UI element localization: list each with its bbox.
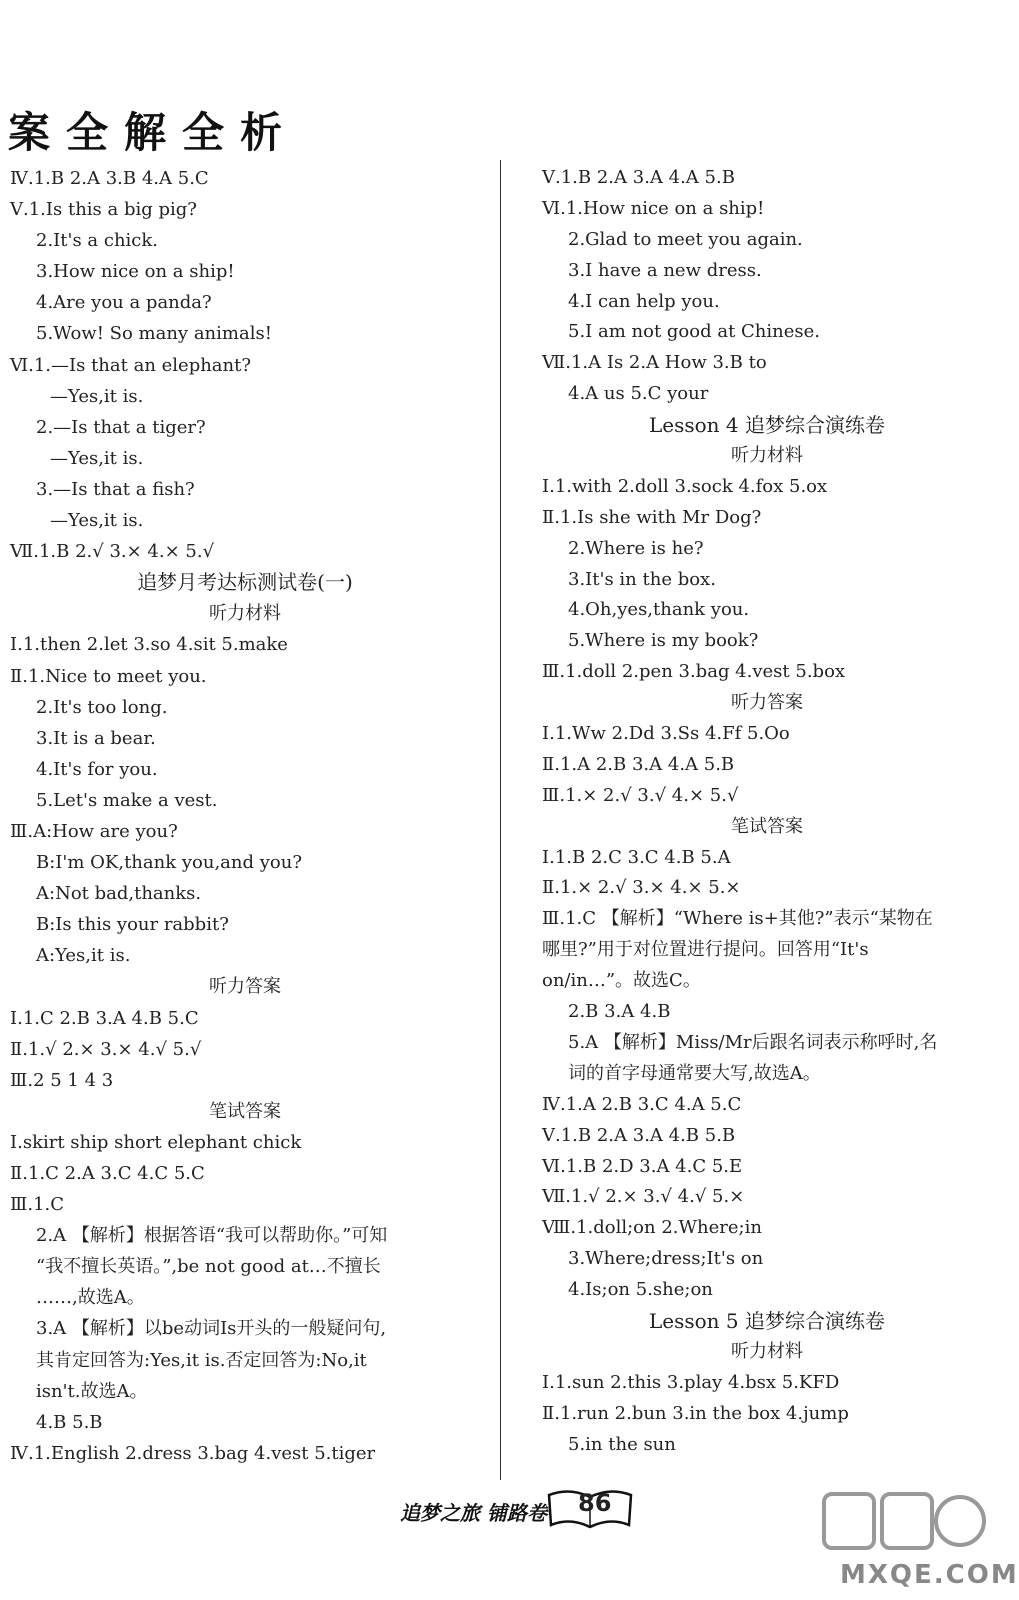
answer-line: 2.Glad to meet you again.: [568, 228, 803, 250]
answer-line: 4.Are you a panda?: [36, 292, 212, 314]
answer-line: 3.How nice on a ship!: [36, 261, 235, 283]
answer-line: Ⅶ.1.√ 2.× 3.√ 4.√ 5.×: [542, 1186, 745, 1208]
answer-line: 5.Wow! So many animals!: [36, 323, 272, 345]
answer-line: 其肯定回答为:Yes,it is.否定回答为:No,it: [36, 1349, 367, 1371]
answer-line: Ⅱ.1.Nice to meet you.: [10, 665, 207, 687]
answer-line: Ⅲ.2 5 1 4 3: [10, 1069, 114, 1091]
answer-line: Ⅰ.skirt ship short elephant chick: [10, 1131, 302, 1153]
answer-line: 2.B 3.A 4.B: [568, 1001, 671, 1023]
answer-line: Ⅳ.1.English 2.dress 3.bag 4.vest 5.tiger: [10, 1442, 376, 1464]
answer-line: 3.It's in the box.: [568, 568, 716, 590]
answer-line: A:Yes,it is.: [36, 945, 131, 967]
answer-line: 2.Where is he?: [568, 537, 704, 559]
answer-line: Ⅱ.1.A 2.B 3.A 4.A 5.B: [542, 753, 735, 775]
answer-line: 5.A 【解析】Miss/Mr后跟名词表示称呼时,名: [568, 1031, 938, 1053]
answer-line: 哪里?”用于对位置进行提问。回答用“It's: [542, 939, 869, 961]
answer-line: 3.It is a bear.: [36, 727, 156, 749]
answer-line: Ⅱ.1.√ 2.× 3.× 4.√ 5.√: [10, 1038, 202, 1060]
answer-line: 4.Is;on 5.she;on: [568, 1279, 713, 1301]
watermark-text: MXQE.COM: [840, 1560, 1019, 1590]
answer-line: Ⅱ.1.× 2.√ 3.× 4.× 5.×: [542, 877, 741, 899]
answer-line: 5.I am not good at Chinese.: [568, 321, 821, 343]
answer-line: 4.B 5.B: [36, 1411, 103, 1433]
section-title: Lesson 4 追梦综合演练卷: [648, 413, 885, 438]
answer-line: isn't.故选A。: [36, 1380, 148, 1402]
answer-line: Ⅰ.1.with 2.doll 3.sock 4.fox 5.ox: [542, 475, 828, 497]
section-subtitle: 听力答案: [209, 976, 281, 998]
page-title: 案全解全析: [8, 108, 299, 157]
answer-line: ……,故选A。: [36, 1287, 145, 1309]
answer-line: A:Not bad,thanks.: [36, 883, 202, 905]
section-subtitle: 听力材料: [731, 1340, 803, 1362]
answer-line: 4.Oh,yes,thank you.: [568, 599, 750, 621]
answer-line: Ⅰ.1.Ww 2.Dd 3.Ss 4.Ff 5.Oo: [542, 723, 790, 745]
answer-line: 3.Where;dress;It's on: [568, 1248, 764, 1270]
answer-line: Ⅷ.1.doll;on 2.Where;in: [542, 1217, 762, 1239]
answer-line: Ⅰ.1.C 2.B 3.A 4.B 5.C: [10, 1007, 199, 1029]
page-number: 86: [578, 1489, 612, 1517]
answer-line: 2.It's too long.: [36, 696, 168, 718]
answer-line: Ⅰ.1.B 2.C 3.C 4.B 5.A: [542, 846, 731, 868]
section-subtitle: 笔试答案: [731, 815, 803, 837]
answer-line: —Yes,it is.: [50, 447, 144, 469]
answer-line: 5.in the sun: [568, 1433, 676, 1455]
answer-line: “我不擅长英语。”,be not good at…不擅长: [36, 1256, 381, 1278]
answer-line: 5.Let's make a vest.: [36, 789, 218, 811]
answer-line: Ⅱ.1.run 2.bun 3.in the box 4.jump: [542, 1402, 849, 1424]
answer-line: Ⅶ.1.A Is 2.A How 3.B to: [542, 352, 767, 374]
answer-line: 4.It's for you.: [36, 758, 158, 780]
section-subtitle: 听力答案: [731, 692, 803, 714]
answer-line: 3.—Is that a fish?: [36, 478, 195, 500]
answer-line: Ⅴ.1.B 2.A 3.A 4.B 5.B: [542, 1124, 736, 1146]
section-subtitle: 听力材料: [731, 445, 803, 467]
section-title: Lesson 5 追梦综合演练卷: [648, 1308, 885, 1333]
right-column: [542, 163, 992, 1460]
answer-line: B:Is this your rabbit?: [36, 914, 229, 936]
answer-line: Ⅲ.1.doll 2.pen 3.bag 4.vest 5.box: [542, 661, 846, 683]
answer-line: Ⅴ.1.B 2.A 3.A 4.A 5.B: [542, 167, 735, 188]
answer-line: Ⅰ.1.sun 2.this 3.play 4.bsx 5.KFD: [542, 1371, 840, 1393]
answer-line: 3.A 【解析】以be动词Is开头的一般疑问句,: [36, 1318, 387, 1340]
section-subtitle: 笔试答案: [209, 1100, 281, 1122]
answer-line: Ⅶ.1.B 2.√ 3.× 4.× 5.√: [10, 541, 215, 563]
column-divider: [500, 160, 501, 1480]
answer-line: Ⅲ.A:How are you?: [10, 820, 178, 842]
answer-line: 2.It's a chick.: [36, 230, 159, 252]
answer-line: Ⅵ.1.—Is that an elephant?: [10, 354, 252, 376]
answer-line: Ⅱ.1.Is she with Mr Dog?: [542, 506, 762, 528]
answer-line: 2.A 【解析】根据答语“我可以帮助你。”可知: [36, 1225, 388, 1247]
answer-line: —Yes,it is.: [50, 510, 144, 532]
section-title: 追梦月考达标测试卷(一): [137, 570, 353, 595]
answer-line: Ⅲ.1.C 【解析】“Where is+其他?”表示“某物在: [542, 908, 933, 930]
answer-line: 4.A us 5.C your: [568, 383, 709, 405]
answer-line: Ⅰ.1.then 2.let 3.so 4.sit 5.make: [10, 634, 288, 656]
answer-line: 2.—Is that a tiger?: [36, 416, 206, 438]
answer-line: Ⅵ.1.How nice on a ship!: [542, 197, 765, 219]
answer-line: Ⅳ.1.B 2.A 3.B 4.A 5.C: [10, 168, 209, 189]
answer-line: 5.Where is my book?: [568, 630, 759, 652]
answer-line: 词的首字母通常要大写,故选A。: [568, 1062, 821, 1084]
answer-line: B:I'm OK,thank you,and you?: [36, 852, 302, 874]
section-subtitle: 听力材料: [209, 603, 281, 625]
answer-line: Ⅲ.1.C: [10, 1194, 65, 1216]
left-column: [10, 163, 480, 1469]
answer-line: Ⅴ.1.Is this a big pig?: [10, 199, 197, 221]
answer-line: Ⅱ.1.C 2.A 3.C 4.C 5.C: [10, 1163, 205, 1184]
answer-line: 3.I have a new dress.: [568, 259, 762, 281]
brand-logo: 追梦之旅 铺路卷: [400, 1501, 547, 1525]
answer-line: on/in…”。故选C。: [542, 970, 701, 992]
answer-line: Ⅲ.1.× 2.√ 3.√ 4.× 5.√: [542, 784, 739, 806]
answer-line: —Yes,it is.: [50, 385, 144, 407]
answer-line: Ⅳ.1.A 2.B 3.C 4.A 5.C: [542, 1093, 742, 1115]
answer-line: Ⅵ.1.B 2.D 3.A 4.C 5.E: [542, 1155, 743, 1177]
answer-line: 4.I can help you.: [568, 290, 720, 312]
